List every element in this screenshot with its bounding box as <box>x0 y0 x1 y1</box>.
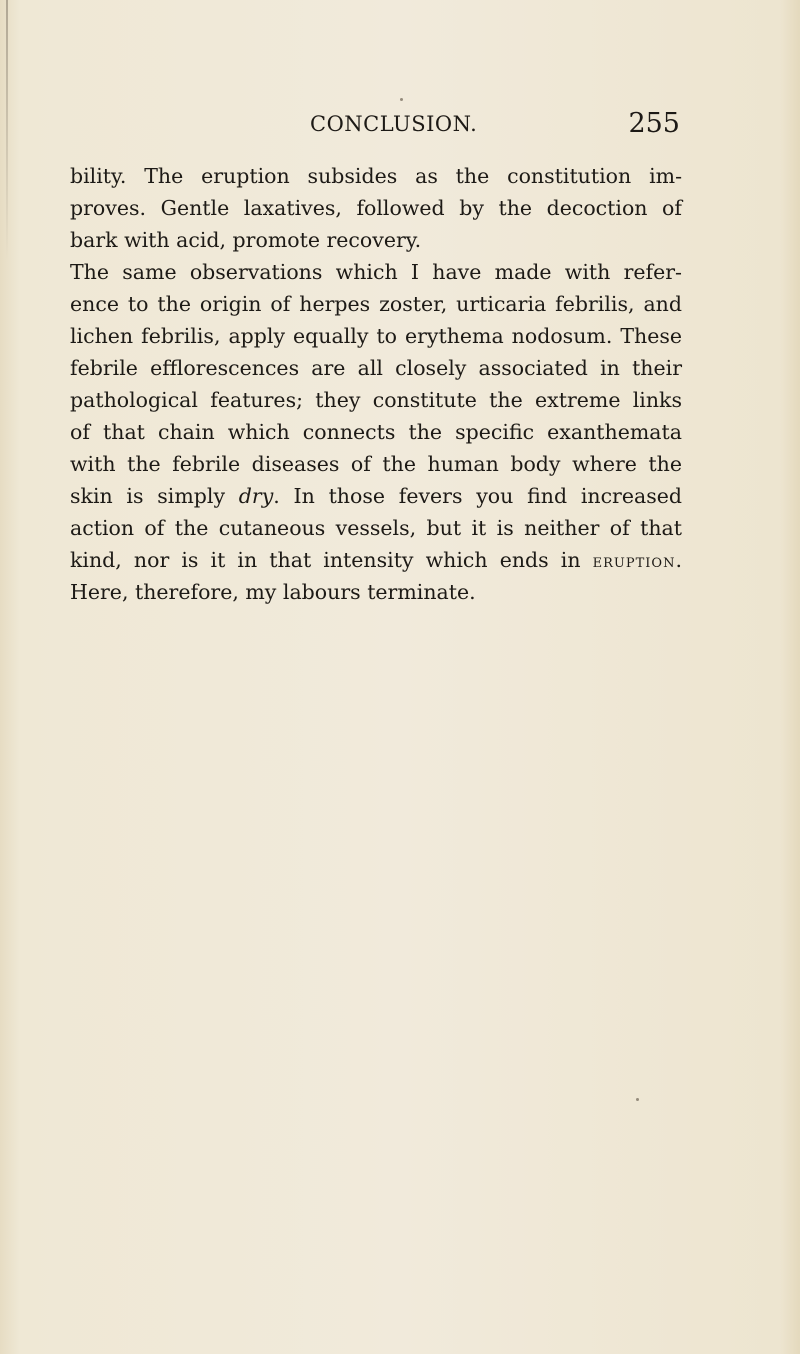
paper-speck <box>636 1098 639 1101</box>
text-line: Here, therefore, my labours terminate. <box>70 580 476 604</box>
text-segment: . In those fevers you find increased <box>273 484 682 508</box>
page-number: 255 <box>628 108 680 139</box>
text-line: of that chain which connects the specific exanthemata <box>70 420 682 444</box>
body-text <box>70 160 682 608</box>
page-header <box>70 108 680 142</box>
text-line: proves. Gentle laxatives, followed by the decoction of <box>70 196 682 220</box>
text-line: bark with acid, promote recovery. <box>70 228 422 252</box>
emphasis-word: dry <box>238 484 274 508</box>
paper-speck <box>400 98 403 101</box>
text-line: action of the cutaneous vessels, but it is neither of that <box>70 516 682 540</box>
text-segment: kind, nor is it in that intensity which ends in <box>70 548 593 572</box>
text-line: lichen febrilis, apply equally to erythema nodosum. These <box>70 324 682 348</box>
text-line: bility. The eruption subsides as the constitution im- <box>70 164 682 188</box>
running-head: CONCLUSION. <box>310 112 478 136</box>
page-edge-shadow <box>6 0 8 260</box>
text-segment: skin is simply <box>70 484 239 508</box>
text-segment: . <box>675 548 682 572</box>
text-line: ence to the origin of herpes zoster, urticaria febrilis, and <box>70 292 682 316</box>
text-line <box>70 544 682 576</box>
text-line: The same observations which I have made with refer- <box>70 260 682 284</box>
small-caps-word: eruption <box>592 550 676 572</box>
text-line: febrile efflorescences are all closely associated in their <box>70 356 682 380</box>
text-line: with the febrile diseases of the human body where the <box>70 452 682 476</box>
text-line: pathological features; they constitute the extreme links <box>70 388 682 412</box>
text-line <box>70 480 682 512</box>
